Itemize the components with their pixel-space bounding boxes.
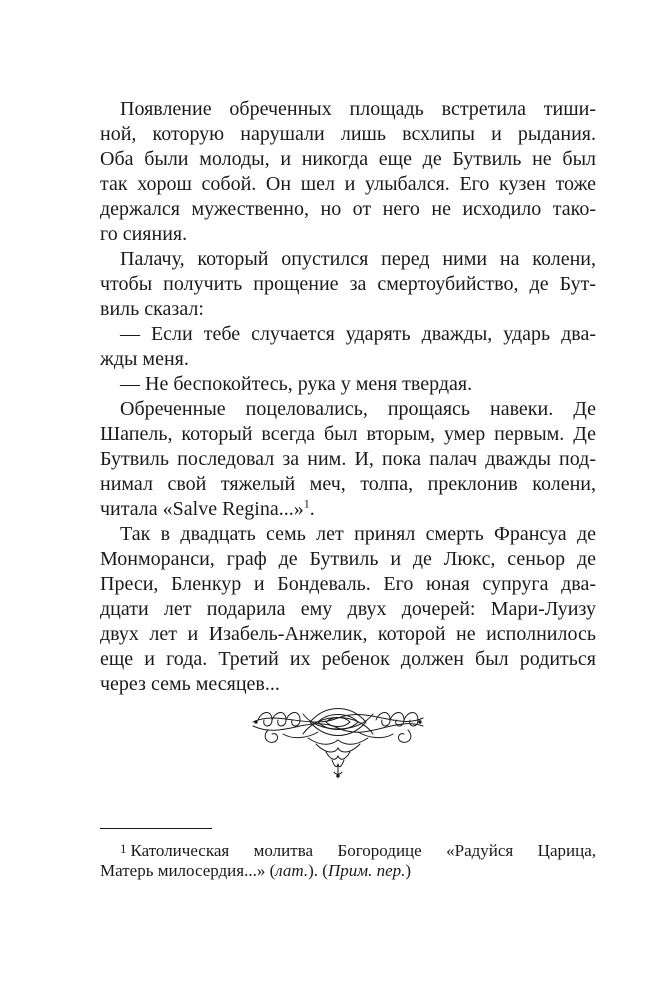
text-line: еще и года. Третий их ребенок должен был родиться <box>100 648 596 670</box>
footnote-text: ). ( <box>308 861 328 880</box>
footnote <box>100 838 596 882</box>
footnote-language: лат. <box>275 861 309 880</box>
footnote-translator-note: Прим. пер. <box>327 861 406 880</box>
text-line: Оба были молоды, и никогда еще де Бутвиль не был <box>100 148 596 170</box>
text-line: держался мужественно, но от него не исходило тако- <box>100 198 596 220</box>
footnote-text: ) <box>405 861 412 880</box>
footnote-line <box>100 838 596 860</box>
text-line: Бутвиль последовал за ним. И, пока палач дважды под- <box>100 448 596 470</box>
text-line: двух лет и Изабель-Анжелик, которой не исполнилось <box>100 623 596 645</box>
text-line: Шапель, который всегда был вторым, умер первым. Де <box>100 423 596 445</box>
text-line: ной, которую нарушали лишь всхлипы и рыдания. <box>100 123 596 145</box>
text-line: го сияния. <box>100 223 188 245</box>
text-line: через семь месяцев... <box>100 673 280 695</box>
text-line: — Если тебе случается ударять дважды, ударь два- <box>120 323 596 345</box>
text-line-content: читала «Salve Regina...» <box>100 498 304 520</box>
text-line: виль сказал: <box>100 298 204 320</box>
footnote-text: Матерь милосердия...» ( <box>100 861 276 880</box>
text-line: так хорош собой. Он шел и улыбался. Его кузен тоже <box>100 173 596 195</box>
footnote-reference: 1 <box>303 496 310 511</box>
text-line: Монморанси, граф де Бутвиль и де Люкс, сеньор де <box>100 548 596 570</box>
footnote-number: 1 <box>120 841 127 856</box>
text-line: чтобы получить прощение за смертоубийство, де Бут- <box>100 273 596 295</box>
text-line: Так в двадцать семь лет принял смерть Франсуа де <box>120 523 596 545</box>
text-line: дцати лет подарила ему двух дочерей: Мари-Луизу <box>100 598 596 620</box>
footnote-line <box>100 860 596 882</box>
text-line <box>100 497 596 522</box>
text-line: Обреченные поцеловались, прощаясь навеки. Де <box>120 398 596 420</box>
decorative-ornament <box>248 700 428 780</box>
footnote-text: Католическая молитва Богородице «Радуйся Царица, <box>130 841 596 860</box>
text-line: жды меня. <box>100 348 189 370</box>
text-line: нимал свой тяжелый меч, толпа, преклонив колени, <box>100 473 596 495</box>
sentence-end: . <box>309 498 315 520</box>
text-line: Палачу, который опустился перед ними на колени, <box>120 248 596 270</box>
text-line: Появление обреченных площадь встретила тиши- <box>120 98 596 120</box>
main-text <box>100 97 596 697</box>
footnote-divider <box>100 828 212 829</box>
text-line: Преси, Бленкур и Бондеваль. Его юная супруга два- <box>100 573 596 595</box>
text-line: — Не беспокойтесь, рука у меня твердая. <box>120 373 473 395</box>
